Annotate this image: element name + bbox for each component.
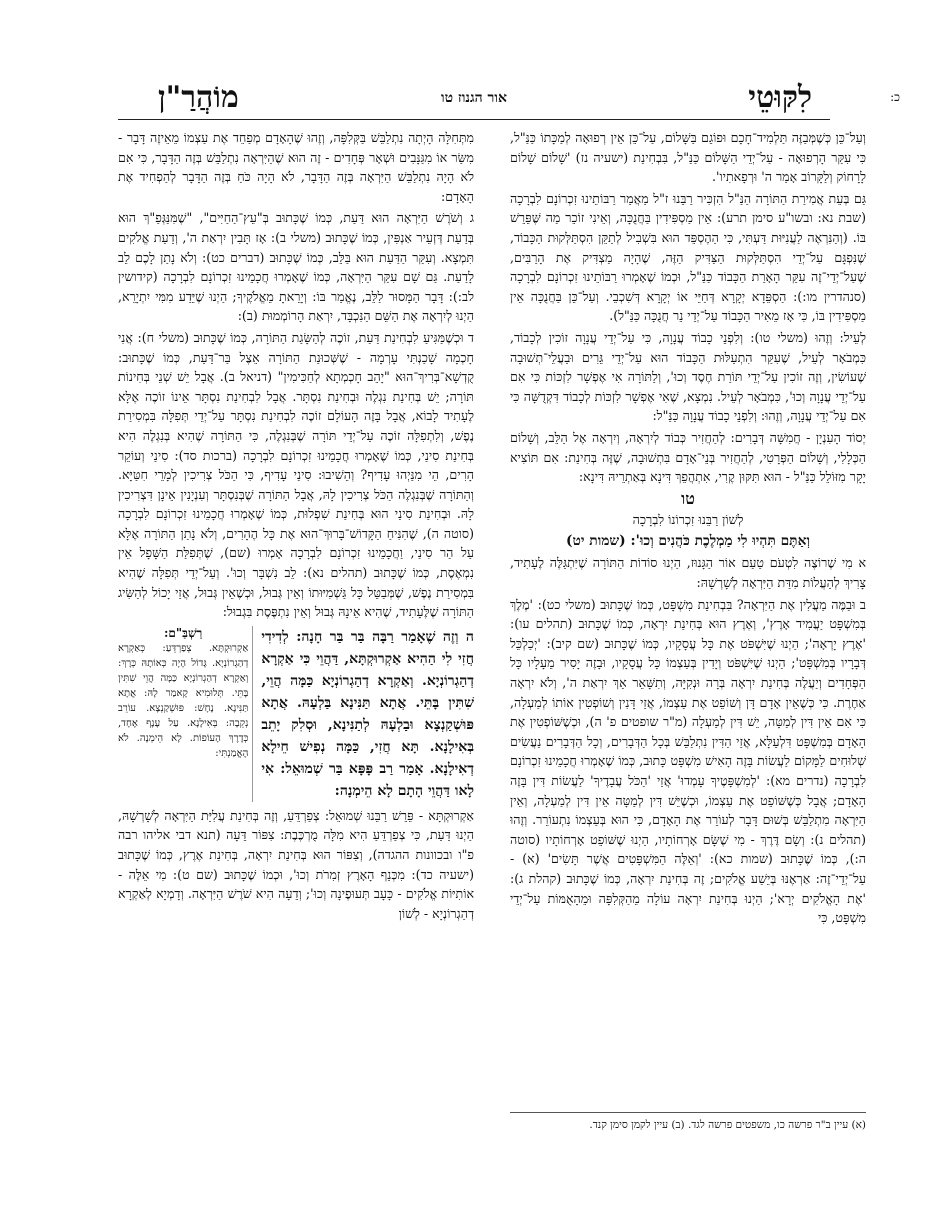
header-rule bbox=[118, 119, 830, 120]
paragraph: יְסוֹד הָעִנְיָן - חֲמִשָּׁה דְּבָרִים: לְהַחֲזִיר כְּבוֹד לְיִרְאָה, וְיִרְאָה אֶל הַלֵּב, וְשָׁלוֹם הַכְּלָלִי, וְשָׁלוֹם הַפְּרָטִי, לְהַחֲזִיר בְּנֵי־אָדָם בִּתְשׁוּבָה, שֶׁזֶּה בְּחִינַת: אִם תּוֹצִיא יָקָר מִזּוֹלֵל כַּנַּ"ל - הוּא תִּקּוּן קֶרִי, אִתְהֲפֵךְ דִּינָא בְּאַתְרֵיהּ דִּינָא: bbox=[510, 429, 866, 485]
left-column bbox=[118, 128, 474, 1128]
footnote-rule bbox=[510, 1112, 866, 1113]
footnote: (א) עיין ב"ר פרשה כו, משפטים פרשה לגד. (ב) עיין לקמן סימן קנד. bbox=[589, 1119, 866, 1131]
page-header bbox=[118, 80, 900, 120]
header-subtitle: אור הגנוז טו bbox=[441, 90, 507, 106]
paragraph: אַקְרוּקְתָּא - פֵּרֵשׁ רַבֵּנוּ שְׁמוּאֵל: צְפַרְדֵּעַ, וְזֶה בְּחִינַת עֲלִיַּת הַיִּרְאָה לְשָׁרְשָׁהּ, הַיְנוּ דַּעַת, כִּי צְפַרְדֵּעַ הִיא מִלָּה מֻרְכֶּבֶת: צִפּוֹר דֵּעָה (תנא דבי אליהו רבה פ"ו ובכוונות ההגדה), וְצִפּוֹר הוּא בְּחִינַת יִרְאָה, בְּחִינַת אֶרֶץ, כְּמוֹ שֶׁכָּתוּב (ישעיה כד): מִכְּנַף הָאָרֶץ זְמִרֹת וְכוּ', וּכְמוֹ שֶׁכָּתוּב (שם ט): מִי אֵלֶּה - אוֹתִיּוֹת אֱלֹקִים - כָּעָב תְּעוּפֶינָה וְכוּ'; וְדֵעָה הִיא שֹׁרֶשׁ הַיִּרְאָה. וְדָמְיָא לְאַקְרָא דְהַגְרוֹנְיָא - לְשׁוֹן bbox=[118, 807, 474, 921]
paragraph: ג וְשֹׁרֶשׁ הַיִּרְאָה הוּא דַּעַת, כְּמוֹ שֶׁכָּתוּב בְּ"עֵץ־הַחַיִּים", "שֶׁמִּנַּגְּפַ"ךְ הוּא בְּדַעַת דְּזְעֵיר אַנְפִּין, כְּמוֹ שֶׁכָּתוּב (משלי ב): אָז תָּבִין יִרְאַת ה', וְדַעַת אֱלֹקִים תִּמְצָא. וְעִקַּר הַדַּעַת הוּא בַּלֵּב, כְּמוֹ שֶׁכָּתוּב (דברים כט): וְלֹא נָתַן לָכֶם לֵב לָדַעַת. גַּם שָׁם עִקַּר הַיִּרְאָה, כְּמוֹ שֶׁאָמְרוּ חֲכָמֵינוּ זִכְרוֹנָם לִבְרָכָה (קידושין לב:): דָּבָר הַמָּסוּר לַלֵּב, נֶאֱמַר בּוֹ: וְיָרֵאתָ מֵאֱלֹקֶיךָ; הַיְנוּ שֶׁיֵּדַע מִמִּי יִתְיָרֵא, הַיְנוּ לְיִרְאָה אֶת הַשֵּׁם הַנִּכְבָּד, יִרְאַת הָרוֹמְמוּת (ב): bbox=[118, 210, 474, 324]
section-number: טו bbox=[681, 488, 695, 508]
section-subtitle: לְשׁוֹן רַבֵּנוּ זִכְרוֹנוֹ לִבְרָכָה bbox=[632, 512, 744, 528]
paragraph: ב וּבַמֶּה מַעֲלִין אֶת הַיִּרְאָה? בִּבְחִינַת מִשְׁפָּט, כְּמוֹ שֶׁכָּתוּב (משלי כט): 'מֶלֶךְ בְּמִשְׁפָּט יַעֲמִיד אָרֶץ', וְאֶרֶץ הוּא בְּחִינַת יִרְאָה, כְּמוֹ שֶׁכָּתוּב (תהלים עו): 'אֶרֶץ יָרְאָה'; הַיְנוּ שֶׁיִּשְׁפֹּט אֶת כָּל עֲסָקָיו, כְּמוֹ שֶׁכָּתוּב (שם קיב): 'יְכַלְכֵּל דְּבָרָיו בְּמִשְׁפָּט'; הַיְנוּ שֶׁיִּשְׁפֹּט וְיָדִין בְּעַצְמוֹ כָּל עֲסָקָיו, וּבָזֶה יָסִיר מֵעָלָיו כָּל הַפְּחָדִים וְיַעֲלֶה בְּחִינַת יִרְאָה בְּרָה וּנְקִיָּה, וְתִשָּׁאֵר אַךְ יִרְאַת ה', וְלֹא יִרְאָה אַחֶרֶת. כִּי כְּשֶׁאֵין אָדָם דָּן וְשׁוֹפֵט אֶת עַצְמוֹ, אֲזַי דָּנִין וְשׁוֹפְטִין אוֹתוֹ לְמַעְלָה, כִּי אִם אֵין דִּין לְמַטָּה, יֵשׁ דִּין לְמַעְלָה (מ"ר שופטים פ' ה), וּכְשֶׁשּׁוֹפְטִין אֶת הָאָדָם בְּמִשְׁפָּט דִּלְעֵלָּא, אֲזַי הַדִּין נִתְלַבֵּשׁ בְּכָל הַדְּבָרִים, וְכָל הַדְּבָרִים נַעֲשִׂים שְׁלוּחִים לַמָּקוֹם לַעֲשׂוֹת בָּזֶה הָאִישׁ מִשְׁפָּט כָּתוּב, כְּמוֹ שֶׁאָמְרוּ חֲכָמֵינוּ זִכְרוֹנָם לִבְרָכָה (נדרים מא): 'לְמִשְׁפָּטֶיךָ עָמְדוּ' אֲזַי 'הַכֹּל עֲבָדֶיךָ' לַעֲשׂוֹת דִּין בָּזֶה הָאָדָם; אֲבָל כְּשֶׁשּׁוֹפֵט אֶת עַצְמוֹ, וּכְשֶׁיֵּשׁ דִּין לְמַטָּה אֵין דִּין לְמַעְלָה, וְאֵין הַיִּרְאָה מִתְלַבֵּשׁ בְּשׁוּם דָּבָר לְעוֹרֵר אֶת הָאָדָם, כִּי הוּא בְּעַצְמוֹ נִתְעוֹרֵר. וְזֶהוּ (תהלים נ): וְשָׂם דֶּרֶךְ - מִי שֶׁשָּׂם אָרְחוֹתָיו, הַיְנוּ שֶׁשּׁוֹפֵט אָרְחוֹתָיו (סוטה ה:), כְּמוֹ שֶׁכָּתוּב (שמות כא): 'וְאֵלֶּה הַמִּשְׁפָּטִים אֲשֶׁר תָּשִׂים' (א) - עַל־יְדֵי־זֶה: אַרְאֶנּוּ בְּיֵשַׁע אֱלֹקִים; זֶה בְּחִינַת יִרְאָה, כְּמוֹ שֶׁכָּתוּב (קהלת ג): 'אֶת הָאֱלֹקִים יְרָא'; הַיְנוּ בְּחִינַת יִרְאָה עוֹלָה מֵהַקְּלִפָּה וּמֵהָאֻמּוֹת עַל־יְדֵי מִשְׁפָּט, כִּי bbox=[510, 596, 866, 926]
rashbam-text: אַקְרוּקְתָּא. צְפַרְדֵּעַ: כְּאַקְרָא דְהַגְרוֹנְיָא. גָּדוֹל הָיָה כְּאוֹתָהּ כְּרָךְ: וְאַקְרָא דְהַגְרוֹנְיָא כַּמָּה הֲוֵי שִׁתִּין בָּתֵּי. תְּלוּמִיא קָאמַר לָהּ: אֲתָא תַּנִּינָא. נָחָשׁ: פּוּשְׁקַנְצָא. עוֹרֵב נְקֵבָה: בְּאִילָנָא. עַל עָנָף אֶחָד, כְּדֶרֶךְ הָעוֹפוֹת. לָא הֵימְנָה. לֹא הֶאֱמַנְתִּי: bbox=[118, 642, 249, 759]
section-verse: וְאַתֶּם תִּהְיוּ לִי מַמְלֶכֶת כֹּהֲנִים וְכוּ': (שמות יט) bbox=[566, 532, 810, 549]
rashbam-heading: רַשְׁבַּ"ם: bbox=[163, 625, 203, 640]
right-column bbox=[510, 128, 866, 1113]
talmud-box bbox=[118, 626, 474, 802]
book-title-right: לִקּוּטֵי bbox=[748, 80, 812, 115]
rashbam-commentary bbox=[118, 626, 253, 802]
paragraph: ד וּכְשֶׁמַּגִּיעַ לִבְחִינַת דַּעַת, זוֹכֶה לְהַשָּׂגַת הַתּוֹרָה, כְּמוֹ שֶׁכָּתוּב (משלי ח): אֲנִי חָכְמָה שָׁכַנְתִּי עָרְמָה - שֶׁשְּׁכוּנַת הַתּוֹרָה אֵצֶל בַּר־דַּעַת, כְּמוֹ שֶׁכָּתוּב: קֻדְשָׁא־בְּרִיךְ־הוּא "יָהֵב חָכְמְתָא לְחַכִּימִין" (דניאל ב). אֲבָל יֵשׁ שְׁנֵי בְּחִינוֹת תּוֹרָה; יֵשׁ בְּחִינַת נִגְלֶה וּבְחִינַת נִסְתָּר. אֲבָל לִבְחִינַת נִסְתָּר אֵינוֹ זוֹכֶה אֶלָּא לֶעָתִיד לָבוֹא, אֲבָל בָּזֶה הָעוֹלָם זוֹכֶה לִבְחִינַת נִסְתָּר עַל־יְדֵי תְּפִלָּה בִּמְסִירַת נֶפֶשׁ, וְלִתְפִלָּה זוֹכֶה עַל־יְדֵי תּוֹרָה שֶׁבְּנִגְלֶה, כִּי הַתּוֹרָה שֶׁהִיא בְּנִגְלֶה הִיא בְּחִינַת סִינַי, כְּמוֹ שֶׁאָמְרוּ חֲכָמֵינוּ זִכְרוֹנָם לִבְרָכָה (ברכות סד): סִינַי וְעוֹקֵר הָרִים, הֵי מִנַּיְהוּ עָדִיף? וְהֵשִׁיבוּ: סִינַי עָדִיף, כִּי הַכֹּל צְרִיכִין לְמָרֵי חִטַּיָּא. וְהַתּוֹרָה שֶׁבְּנִגְלֶה הַכֹּל צְרִיכִין לָהּ, אֲבָל הַתּוֹרָה שֶׁבְּנִסְתָּר וְעִנְיָנִין אֵינָן דִּצְרִיכִין לָהּ. וּבְחִינַת סִינַי הוּא בְּחִינַת שִׁפְלוּת, כְּמוֹ שֶׁאָמְרוּ חֲכָמֵינוּ זִכְרוֹנָם לִבְרָכָה (סוטה ה), שֶׁהִנִּיחַ הַקָּדוֹשׁ־בָּרוּךְ־הוּא אֶת כָּל הֶהָרִים, וְלֹא נָתַן הַתּוֹרָה אֶלָּא עַל הַר סִינַי, וַחֲכָמֵינוּ זִכְרוֹנָם לִבְרָכָה אָמְרוּ (שם), שֶׁתְּפִלַּת הַשָּׁפָל אֵין נִמְאֶסֶת, כְּמוֹ שֶׁכָּתוּב (תהלים נא): לֵב נִשְׁבָּר וְכוּ'. וְעַל־יְדֵי תְּפִלָּה שֶׁהִיא בִּמְסִירַת נֶפֶשׁ, שֶׁמְּבַטֵּל כָּל גַּשְׁמִיּוּתוֹ וְאֵין גְּבוּל, וּכְשֶׁאֵין גְּבוּל, אֲזַי יָכוֹל לְהַשִּׂיג הַתּוֹרָה שֶׁלֶּעָתִיד, שֶׁהִיא אֵינָהּ גְּבוּל וְאֵין נִתְפֶּסֶת בִּגְבוּל: bbox=[118, 329, 474, 620]
paragraph: גַּם בְּעֵת אֲמִירַת הַתּוֹרָה הַנַּ"ל הִזְכִּיר רַבֵּנוּ ז"ל מַאֲמַר רַבּוֹתֵינוּ זִכְרוֹנָם לִבְרָכָה (שבת נא: ובשו"ע סימן תרע): אֵין מַסְפִּידִין בַּחֲנֻכָּה, וְאֵינִי זוֹכֵר מַה שֶּׁפֵּרֵשׁ בּוֹ. (וְהַנִּרְאֶה לַעֲנִיּוּת דַּעְתִּי, כִּי הַהֶסְפֵּד הוּא בִּשְׁבִיל לְתַקֵּן הִסְתַּלְּקוּת הַכָּבוֹד, שֶׁנִּפְגָּם עַל־יְדֵי הִסְתַּלְּקוּת הַצַּדִּיק הַזֶּה, שֶׁהָיָה מַצְדִּיק אֶת הָרַבִּים, שֶׁעַל־יְדֵי־זֶה עִקַּר הָאָרַת הַכָּבוֹד כַּנַּ"ל, וּכְמוֹ שֶׁאָמְרוּ רַבּוֹתֵינוּ זִכְרוֹנָם לִבְרָכָה (סנהדרין מו:): הַסְפֵּדָא יְקָרָא דְּחַיֵּי אוֹ יְקָרָא דְּשִׁכְבֵי. וְעַל־כֵּן בַּחֲנֻכָּה אֵין מַסְפִּידִין בּוֹ, כִּי אָז מֵאִיר הַכָּבוֹד עַל־יְדֵי נֵר חֲנֻכָּה כַּנַּ"ל). bbox=[510, 190, 866, 324]
paragraph: לְעֵיל: וְזֶהוּ (משלי טו): וְלִפְנֵי כָבוֹד עֲנָוָה, כִּי עַל־יְדֵי עֲנָוָה זוֹכִין לְכָבוֹד, כִּמְבֹאָר לְעֵיל, שֶׁעִקַּר הִתְעַלּוּת הַכָּבוֹד הוּא עַל־יְדֵי גֵּרִים וּבַעֲלֵי־תְשׁוּבָה שֶׁעוֹשִׂין, וְזֶה זוֹכִין עַל־יְדֵי תּוֹרַת חֶסֶד וְכוּ', וְלַתּוֹרָה אִי אֶפְשָׁר לִזְכּוֹת כִּי אִם עַל־יְדֵי עֲנָוָה וְכוּ', כִּמְבֹאָר לְעֵיל. נִמְצָא, שֶׁאִי אֶפְשָׁר לִזְכּוֹת לְכָבוֹד דִּקְדֻשָּׁה כִּי אִם עַל־יְדֵי עֲנָוָה, וְזֶהוּ: וְלִפְנֵי כָבוֹד עֲנָוָה כַּנַּ"ל: bbox=[510, 329, 866, 424]
paragraph: א מִי שֶׁרוֹצֶה לִטְעֹם טַעַם אוֹר הַגָּנוּז, הַיְנוּ סוֹדוֹת הַתּוֹרָה שֶׁיִּתְגַּלֶּה לֶעָתִיד, צָרִיךְ לְהַעֲלוֹת מִדַּת הַיִּרְאָה לְשָׁרְשָׁהּ: bbox=[510, 555, 866, 591]
page-number: כ: bbox=[890, 90, 900, 104]
paragraph: מִתְּחִלָּה הָיְתָה נִתְלַבֵּשׁ בַּקְּלִפָּה, וְזֶהוּ שֶׁהָאָדָם מְפַחֵד אֶת עַצְמוֹ מֵאֵיזֶה דָּבָר - מִשַּׂר אוֹ מִגַּנָּבִים וּשְׁאָר פְּחָדִים - זֶה הוּא שֶׁהַיִּרְאָה נִתְלַבֵּשׁ בְּזֶה הַדָּבָר, כִּי אִם לֹא הָיָה נִתְלַבֵּשׁ הַיִּרְאָה בְּזֶה הַדָּבָר, לֹא הָיָה כֹּחַ בְּזֶה הַדָּבָר לְהַפְחִיד אֶת הָאָדָם: bbox=[118, 130, 474, 204]
book-title-left: מוֹהֲרַ"ן bbox=[158, 80, 239, 115]
talmud-text: ה וְזֶה שֶׁאָמַר רַבָּה בַּר בַּר חָנָה: לְדִידִי חֲזִי לִי הַהִיא אַקְרוּקְתָּא, דַּהֲוֵי כִּי אַקְרָא דְהַגְרוֹנְיָא. וְאַקְרָא דְהַגְרוֹנְיָא כַּמָּה הֲוֵי, שִׁתִּין בָּתֵּי. אֲתָא תַּנִּינָא בַּלְעָהּ. אֲתָא פּוּשְׁקַנְצָא וּבַלְעָהּ לְתַנִּינָא, וּסְלִק יָתֵב בְּאִילָנָא. תָּא חֲזִי, כַּמָּה נְפִישׁ חֵילָא דְאִילָנָא. אָמַר רַב פָּפָּא בַּר שְׁמוּאֵל: אִי לָאו דַּהֲוֵי הָתָם לָא הֵימְנָה: bbox=[261, 628, 474, 799]
paragraph: וְעַל־כֵּן כְּשֶׁמְּבַזֶּה תַּלְמִיד־חָכָם וּפוֹגֵם בַּשָּׁלוֹם, עַל־כֵּן אֵין רְפוּאָה לְמַכָּתוֹ כַּנַּ"ל, כִּי עִקַּר הָרְפוּאָה - עַל־יְדֵי הַשָּׁלוֹם כַּנַּ"ל, בִּבְחִינַת (ישעיה נז) 'שָׁלוֹם שָׁלוֹם לָרָחוֹק וְלַקָּרוֹב אָמַר ה' וּרְפָאתִיו'. bbox=[510, 130, 866, 185]
